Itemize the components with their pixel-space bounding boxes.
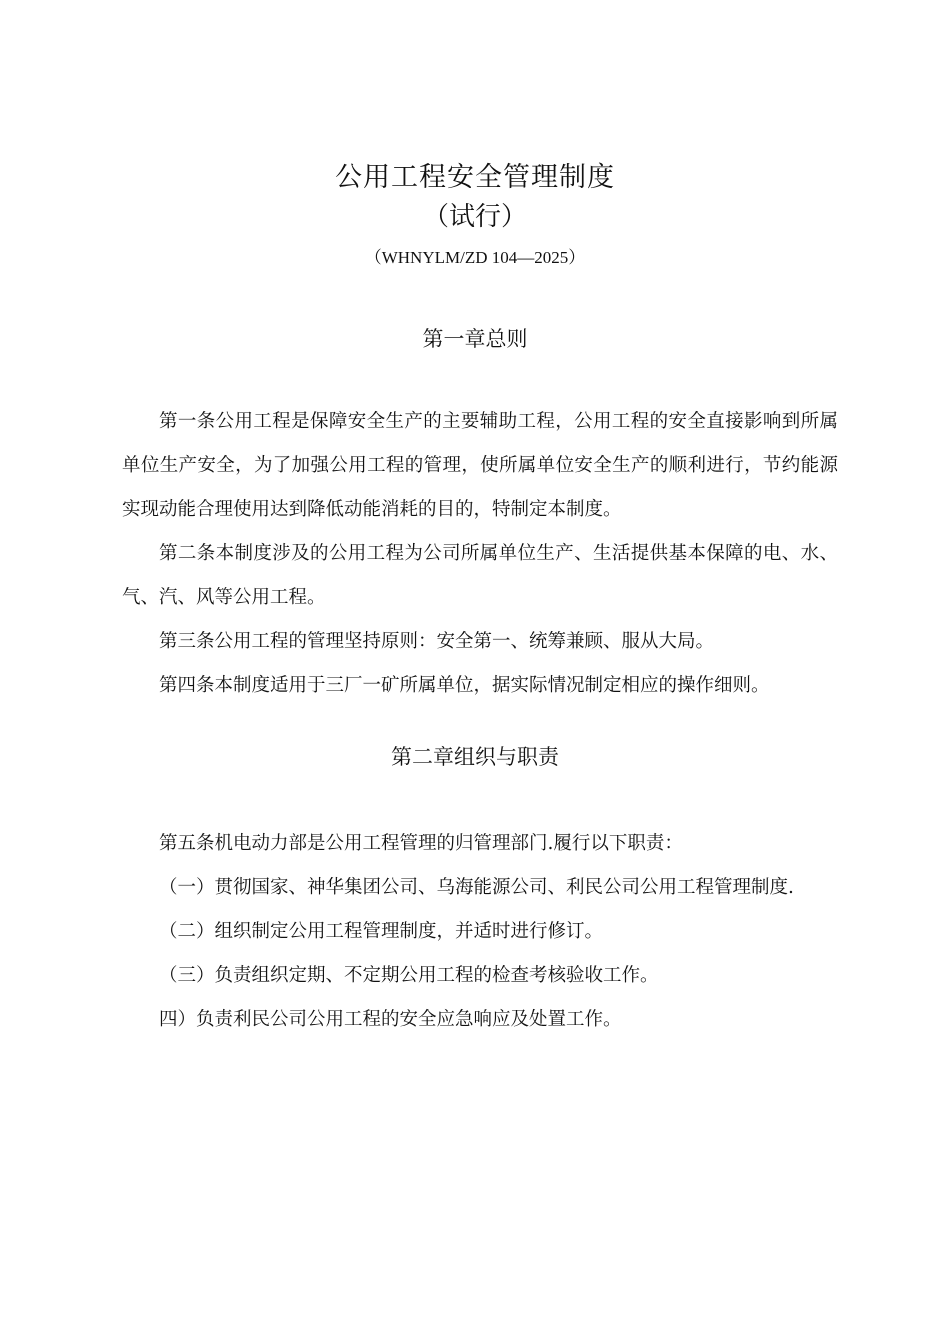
chapter-1-body (122, 400, 838, 708)
article-5: 第五条机电动力部是公用工程管理的归管理部门.履行以下职责： (159, 833, 683, 854)
document-code: （WHNYLM/ZD 104—2025） (364, 248, 586, 267)
duty-item-3: （三）负责组织定期、不定期公用工程的检查考核验收工作。 (159, 965, 659, 986)
chapter-1-heading: 第一章总则 (422, 327, 528, 351)
article-1: 第一条公用工程是保障安全生产的主要辅助工程，公用工程的安全直接影响到所属单位生产安全，为了加强公用工程的管理，使所属单位安全生产的顺利进行，节约能源实现动能合理使用达到降低动能消耗的目的，特制定本制度。 (122, 411, 838, 520)
duty-item-2: （二）组织制定公用工程管理制度，并适时进行修订。 (159, 921, 604, 942)
duty-item-1: （一）贯彻国家、神华集团公司、乌海能源公司、利民公司公用工程管理制度. (159, 877, 794, 898)
chapter-2-body (122, 822, 838, 1042)
article-4: 第四条本制度适用于三厂一矿所属单位，据实际情况制定相应的操作细则。 (159, 675, 770, 696)
chapter-2-heading: 第二章组织与职责 (391, 745, 559, 769)
document-subtitle: （试行） (422, 202, 527, 232)
article-3: 第三条公用工程的管理坚持原则：安全第一、统筹兼顾、服从大局。 (159, 631, 715, 652)
article-2: 第二条本制度涉及的公用工程为公司所属单位生产、生活提供基本保障的电、水、气、汽、风等公用工程。 (122, 543, 838, 608)
document-title: 公用工程安全管理制度 (335, 162, 615, 193)
duty-item-4: 四）负责利民公司公用工程的安全应急响应及处置工作。 (159, 1009, 622, 1030)
